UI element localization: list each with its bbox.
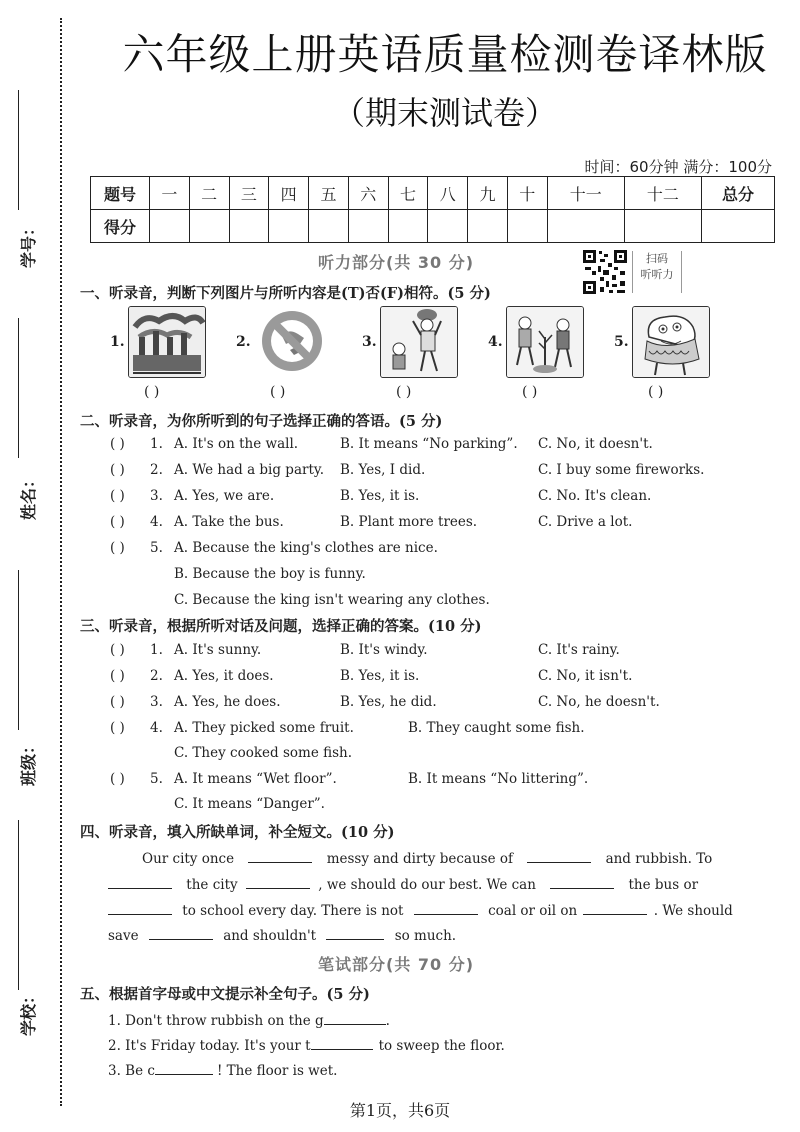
fill-blank[interactable] bbox=[108, 874, 172, 889]
score-cell[interactable] bbox=[547, 210, 624, 243]
listening-part-title: 听力部分(共 30 分) bbox=[318, 253, 475, 272]
score-cell[interactable] bbox=[150, 210, 190, 243]
page-title: 六年级上册英语质量检测卷译林版 bbox=[122, 30, 768, 79]
column-cell: 七 bbox=[388, 177, 428, 210]
section-5-title: 五、根据首字母或中文提示补全句子。(5 分) bbox=[80, 986, 370, 1003]
option-c: C. No. It's clean. bbox=[538, 488, 652, 504]
question-number: 1. bbox=[150, 642, 163, 658]
answer-paren[interactable]: ( ) bbox=[110, 771, 125, 787]
question-row bbox=[110, 488, 125, 504]
passage-text: Our city once bbox=[142, 851, 235, 867]
column-cell: 三 bbox=[229, 177, 269, 210]
question-row bbox=[110, 668, 125, 684]
column-cell: 九 bbox=[468, 177, 508, 210]
fill-blank[interactable] bbox=[414, 900, 478, 915]
option-c: C. No, it isn't. bbox=[538, 668, 633, 684]
fill-blank[interactable] bbox=[527, 848, 591, 863]
passage-text: . We should bbox=[653, 903, 733, 919]
answer-paren[interactable]: ( ) bbox=[110, 720, 125, 736]
option-a: A. Yes, it does. bbox=[174, 668, 274, 684]
passage-text: , we should do our best. We can bbox=[318, 877, 536, 893]
section-1-title: 一、听录音，判断下列图片与所听内容是(T)否(F)相符。(5 分) bbox=[80, 285, 491, 302]
score-cell[interactable] bbox=[702, 210, 775, 243]
fill-blank[interactable] bbox=[583, 900, 647, 915]
passage-text: the city bbox=[186, 877, 238, 893]
score-table-score-row bbox=[91, 210, 775, 243]
answer-paren[interactable]: ( ) bbox=[110, 436, 125, 452]
passage-line bbox=[142, 848, 712, 867]
option-c: C. It means “Danger”. bbox=[174, 796, 325, 812]
fill-blank[interactable] bbox=[326, 925, 384, 940]
answer-paren[interactable]: ( ) bbox=[110, 642, 125, 658]
question-row bbox=[110, 694, 125, 710]
passage-line bbox=[108, 874, 698, 893]
answer-paren[interactable]: ( ) bbox=[110, 488, 125, 504]
sentence-text: to sweep the floor. bbox=[378, 1038, 505, 1054]
page-footer: 第1页，共6页 bbox=[349, 1101, 451, 1120]
header-label-cell: 题号 bbox=[91, 177, 150, 210]
passage-text: save bbox=[108, 928, 139, 944]
score-cell[interactable] bbox=[309, 210, 349, 243]
option-c: C. I buy some fireworks. bbox=[538, 462, 705, 478]
sentence-line bbox=[108, 1060, 337, 1079]
question-number: 5. bbox=[150, 771, 163, 787]
answer-paren[interactable]: ( ) bbox=[110, 462, 125, 478]
column-cell: 二 bbox=[189, 177, 229, 210]
score-cell[interactable] bbox=[388, 210, 428, 243]
passage-text: to school every day. There is not bbox=[182, 903, 404, 919]
name-label: 姓名： bbox=[19, 471, 38, 520]
fill-blank[interactable] bbox=[108, 900, 172, 915]
score-cell[interactable] bbox=[229, 210, 269, 243]
score-cell[interactable] bbox=[348, 210, 388, 243]
sentence-text: ! The floor is wet. bbox=[216, 1063, 338, 1079]
passage-text: and rubbish. To bbox=[605, 851, 713, 867]
option-c: C. They cooked some fish. bbox=[174, 745, 353, 761]
sentence-text: . bbox=[385, 1013, 390, 1029]
answer-paren[interactable]: ( ) bbox=[270, 384, 286, 400]
score-cell[interactable] bbox=[468, 210, 508, 243]
writing-part-title: 笔试部分(共 70 分) bbox=[318, 955, 475, 974]
option-b: B. Yes, it is. bbox=[340, 668, 420, 684]
passage-text: so much. bbox=[394, 928, 457, 944]
fill-blank[interactable] bbox=[324, 1010, 386, 1025]
question-number: 1. bbox=[150, 436, 163, 452]
question-row bbox=[110, 771, 125, 787]
question-number: 2. bbox=[150, 668, 163, 684]
question-row bbox=[110, 642, 125, 658]
sentence-text: 2. It's Friday today. It's your t bbox=[108, 1038, 311, 1054]
answer-paren[interactable]: ( ) bbox=[110, 514, 125, 530]
option-b: B. It means “No littering”. bbox=[408, 771, 589, 787]
answer-paren[interactable]: ( ) bbox=[522, 384, 538, 400]
option-b: B. Yes, I did. bbox=[340, 462, 426, 478]
option-a: A. Yes, we are. bbox=[174, 488, 275, 504]
score-cell[interactable] bbox=[507, 210, 547, 243]
column-cell: 四 bbox=[269, 177, 309, 210]
factory-pollution-icon bbox=[128, 306, 206, 378]
option-b: B. Yes, it is. bbox=[340, 488, 420, 504]
option-c: C. No, he doesn't. bbox=[538, 694, 660, 710]
fill-blank[interactable] bbox=[246, 874, 310, 889]
question-row bbox=[110, 514, 125, 530]
answer-paren[interactable]: ( ) bbox=[110, 540, 125, 556]
fill-blank[interactable] bbox=[248, 848, 312, 863]
student-id-label: 学号： bbox=[19, 219, 38, 268]
passage-text: the bus or bbox=[628, 877, 699, 893]
option-a: A. Because the king's clothes are nice. bbox=[174, 540, 438, 556]
option-a: A. They picked some fruit. bbox=[174, 720, 354, 736]
option-a: A. Take the bus. bbox=[174, 514, 284, 530]
column-cell: 十二 bbox=[624, 177, 701, 210]
score-label-cell: 得分 bbox=[91, 210, 150, 243]
option-c: C. Because the king isn't wearing any clothes. bbox=[174, 592, 490, 608]
sentence-text: 3. Be c bbox=[108, 1063, 155, 1079]
class-line bbox=[18, 570, 19, 730]
answer-paren[interactable]: ( ) bbox=[396, 384, 412, 400]
question-number: 4. bbox=[150, 514, 163, 530]
passage-text: messy and dirty because of bbox=[326, 851, 513, 867]
column-cell: 十 bbox=[507, 177, 547, 210]
picture-number: 2. bbox=[236, 334, 251, 350]
option-c: C. It's rainy. bbox=[538, 642, 620, 658]
class-label: 班级： bbox=[19, 737, 38, 786]
option-a: A. It's sunny. bbox=[174, 642, 262, 658]
planting-trees-icon bbox=[506, 306, 584, 378]
score-table bbox=[90, 176, 775, 243]
name-line bbox=[18, 318, 19, 458]
option-b: B. Because the boy is funny. bbox=[174, 566, 366, 582]
option-c: C. No, it doesn't. bbox=[538, 436, 653, 452]
picture-number: 4. bbox=[488, 334, 503, 350]
section-3-title: 三、听录音，根据所听对话及问题，选择正确的答案。(10 分) bbox=[80, 618, 482, 635]
score-cell[interactable] bbox=[269, 210, 309, 243]
scan-label-line: 听听力 bbox=[640, 268, 674, 281]
scan-to-listen-label bbox=[632, 251, 682, 293]
qr-code-icon[interactable] bbox=[582, 249, 628, 295]
time-info: 时间：60分钟 满分：100分 bbox=[584, 158, 772, 176]
score-cell[interactable] bbox=[428, 210, 468, 243]
fill-blank[interactable] bbox=[550, 874, 614, 889]
question-number: 2. bbox=[150, 462, 163, 478]
option-c: C. Drive a lot. bbox=[538, 514, 633, 530]
option-a: A. Yes, he does. bbox=[174, 694, 281, 710]
question-row bbox=[110, 540, 125, 556]
school-line bbox=[18, 820, 19, 990]
column-cell: 十一 bbox=[547, 177, 624, 210]
no-littering-sign-icon bbox=[254, 306, 330, 376]
score-table-header-row bbox=[91, 177, 775, 210]
question-number: 5. bbox=[150, 540, 163, 556]
question-number: 4. bbox=[150, 720, 163, 736]
option-b: B. Yes, he did. bbox=[340, 694, 437, 710]
option-b: B. Plant more trees. bbox=[340, 514, 478, 530]
passage-line bbox=[108, 900, 733, 919]
fill-blank[interactable] bbox=[155, 1060, 213, 1075]
fill-blank[interactable] bbox=[149, 925, 213, 940]
page-subtitle: （期末测试卷） bbox=[332, 94, 557, 132]
option-a: A. It means “Wet floor”. bbox=[174, 771, 337, 787]
student-id-line bbox=[18, 90, 19, 210]
question-number: 3. bbox=[150, 694, 163, 710]
question-row bbox=[110, 720, 125, 736]
answer-paren[interactable]: ( ) bbox=[144, 384, 160, 400]
column-cell: 八 bbox=[428, 177, 468, 210]
lion-dance-icon bbox=[632, 306, 710, 378]
passage-text: and shouldn't bbox=[223, 928, 317, 944]
binding-dashed-line bbox=[60, 18, 62, 1106]
boys-carrying-icon bbox=[380, 306, 458, 378]
column-cell: 一 bbox=[150, 177, 190, 210]
answer-paren[interactable]: ( ) bbox=[648, 384, 664, 400]
question-row bbox=[110, 436, 125, 452]
score-cell[interactable] bbox=[624, 210, 701, 243]
option-a: A. We had a big party. bbox=[174, 462, 324, 478]
sentence-line bbox=[108, 1010, 390, 1029]
scan-label-line: 扫码 bbox=[646, 252, 668, 265]
sentence-line bbox=[108, 1035, 505, 1054]
answer-paren[interactable]: ( ) bbox=[110, 694, 125, 710]
score-cell[interactable] bbox=[189, 210, 229, 243]
passage-line bbox=[108, 925, 456, 944]
option-a: A. It's on the wall. bbox=[174, 436, 299, 452]
total-label-cell: 总分 bbox=[702, 177, 775, 210]
option-b: B. It's windy. bbox=[340, 642, 428, 658]
option-b: B. They caught some fish. bbox=[408, 720, 585, 736]
option-b: B. It means “No parking”. bbox=[340, 436, 518, 452]
picture-number: 5. bbox=[614, 334, 629, 350]
section-4-title: 四、听录音，填入所缺单词，补全短文。(10 分) bbox=[80, 824, 395, 841]
section-2-title: 二、听录音，为你所听到的句子选择正确的答语。(5 分) bbox=[80, 413, 443, 430]
column-cell: 六 bbox=[348, 177, 388, 210]
answer-paren[interactable]: ( ) bbox=[110, 668, 125, 684]
picture-number: 3. bbox=[362, 334, 377, 350]
sentence-text: 1. Don't throw rubbish on the g bbox=[108, 1013, 324, 1029]
column-cell: 五 bbox=[309, 177, 349, 210]
question-number: 3. bbox=[150, 488, 163, 504]
fill-blank[interactable] bbox=[311, 1035, 373, 1050]
picture-number: 1. bbox=[110, 334, 125, 350]
school-label: 学校： bbox=[19, 987, 38, 1036]
passage-text: coal or oil on bbox=[488, 903, 578, 919]
question-row bbox=[110, 462, 125, 478]
